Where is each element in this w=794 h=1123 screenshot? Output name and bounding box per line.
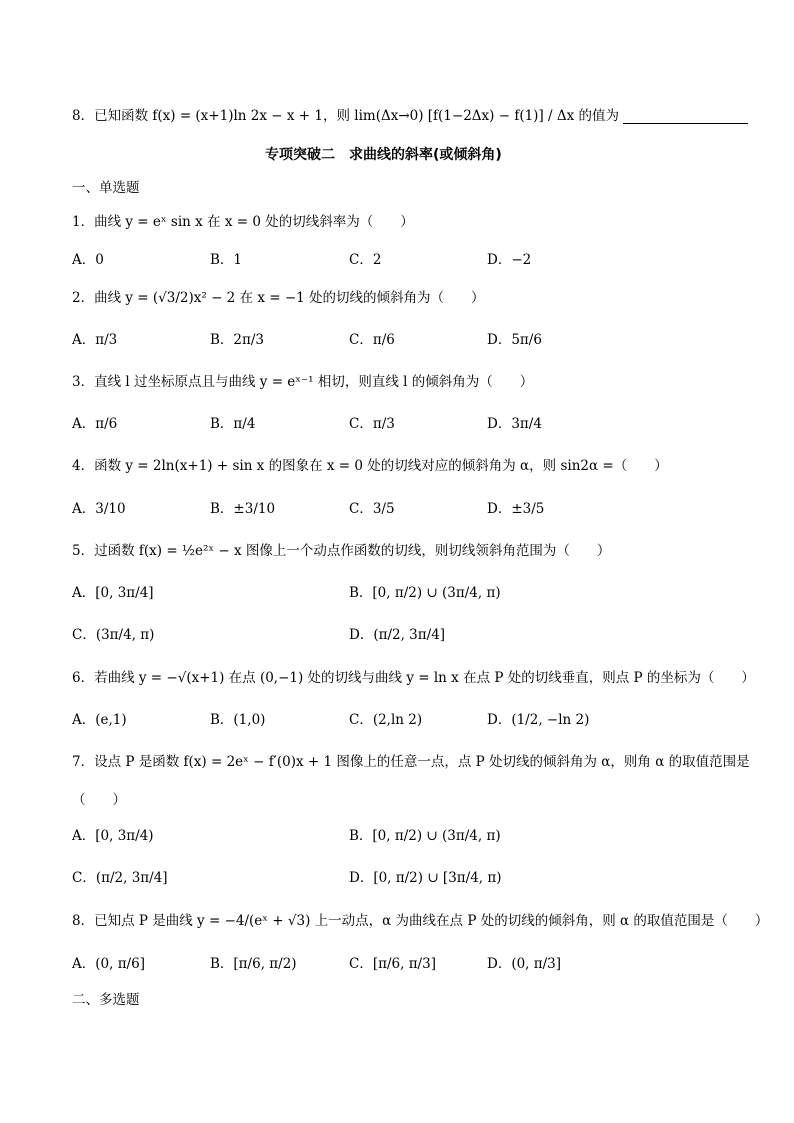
question-3-stem: 3．直线 l 过坐标原点且与曲线 y = eˣ⁻¹ 相切，则直线 l 的倾斜角为（ ） — [72, 374, 534, 390]
previous-question-8-text: 8．已知函数 f(x) = (x+1)ln 2x − x + 1，则 lim(Δx→0) [f(1−2Δx) − f(1)] / Δx 的值为 — [72, 108, 619, 124]
answer-blank[interactable] — [623, 109, 748, 124]
question-7-option-a[interactable]: A．[0, 3π/4) — [72, 828, 154, 844]
question-6-option-a[interactable]: A．(e,1) — [72, 712, 127, 728]
previous-question-8 — [72, 106, 748, 126]
question-3-option-b[interactable]: B．π/4 — [210, 416, 256, 432]
question-8-option-a[interactable]: A．(0, π/6] — [72, 956, 145, 972]
question-5-option-b[interactable]: B．[0, π/2) ∪ (3π/4, π) — [349, 585, 501, 601]
question-4-option-c[interactable]: C．3/5 — [349, 501, 395, 517]
question-6-option-d[interactable]: D．(1/2, −ln 2) — [487, 712, 590, 728]
question-4-option-d[interactable]: D．±3/5 — [487, 501, 545, 517]
question-3-option-c[interactable]: C．π/3 — [349, 416, 395, 432]
question-3-option-a[interactable]: A．π/6 — [72, 416, 118, 432]
question-8-stem: 8．已知点 P 是曲线 y = −4/(eˣ + √3) 上一动点，α 为曲线在点 P 处的切线的倾斜角，则 α 的取值范围是（ ） — [72, 913, 769, 929]
question-1-stem: 1．曲线 y = eˣ sin x 在 x = 0 处的切线斜率为（ ） — [72, 214, 414, 230]
question-7-stem-continued: （ ） — [72, 792, 126, 808]
question-6-option-b[interactable]: B．(1,0) — [210, 712, 266, 728]
question-1-option-d[interactable]: D．−2 — [487, 252, 532, 268]
question-4-stem: 4．函数 y = 2ln(x+1) + sin x 的图象在 x = 0 处的切线对应的倾斜角为 α，则 sin2α =（ ） — [72, 458, 668, 474]
question-5-stem: 5．过函数 f(x) = ½e²ˣ − x 图像上一个动点作函数的切线，则切线领斜角范围为（ ） — [72, 543, 611, 559]
question-1-option-c[interactable]: C．2 — [349, 252, 382, 268]
section-single-choice: 一、单选题 — [72, 180, 140, 196]
question-2-stem: 2．曲线 y = (√3/2)x² − 2 在 x = −1 处的切线的倾斜角为（ ） — [72, 290, 485, 306]
question-8-option-b[interactable]: B．[π/6, π/2) — [210, 956, 297, 972]
question-7-stem: 7．设点 P 是函数 f(x) = 2eˣ − f′(0)x + 1 图像上的任意一点，点 P 处切线的倾斜角为 α，则角 α 的取值范围是 — [72, 754, 750, 770]
question-6-option-c[interactable]: C．(2,ln 2) — [349, 712, 423, 728]
question-2-option-b[interactable]: B．2π/3 — [210, 332, 265, 348]
question-5-option-d[interactable]: D．(π/2, 3π/4] — [349, 627, 446, 643]
question-4-option-b[interactable]: B．±3/10 — [210, 501, 276, 517]
question-2-option-a[interactable]: A．π/3 — [72, 332, 118, 348]
question-4-option-a[interactable]: A．3/10 — [72, 501, 126, 517]
question-2-option-d[interactable]: D．5π/6 — [487, 332, 542, 348]
question-7-option-b[interactable]: B．[0, π/2) ∪ (3π/4, π) — [349, 828, 501, 844]
question-7-option-c[interactable]: C．(π/2, 3π/4] — [72, 870, 168, 886]
question-8-option-d[interactable]: D．(0, π/3] — [487, 956, 562, 972]
question-1-option-a[interactable]: A．0 — [72, 252, 104, 268]
section-multiple-choice: 二、多选题 — [72, 992, 140, 1008]
question-6-stem: 6．若曲线 y = −√(x+1) 在点 (0,−1) 处的切线与曲线 y = ln x 在点 P 处的切线垂直，则点 P 的坐标为（ ） — [72, 670, 755, 686]
question-5-option-a[interactable]: A．[0, 3π/4] — [72, 585, 154, 601]
question-7-option-d[interactable]: D．[0, π/2) ∪ [3π/4, π) — [349, 870, 502, 886]
question-5-option-c[interactable]: C．(3π/4, π) — [72, 627, 155, 643]
question-1-option-b[interactable]: B．1 — [210, 252, 243, 268]
page-title: 专项突破二 求曲线的斜率(或倾斜角) — [265, 147, 502, 163]
question-8-option-c[interactable]: C．[π/6, π/3] — [349, 956, 436, 972]
question-2-option-c[interactable]: C．π/6 — [349, 332, 395, 348]
question-3-option-d[interactable]: D．3π/4 — [487, 416, 542, 432]
